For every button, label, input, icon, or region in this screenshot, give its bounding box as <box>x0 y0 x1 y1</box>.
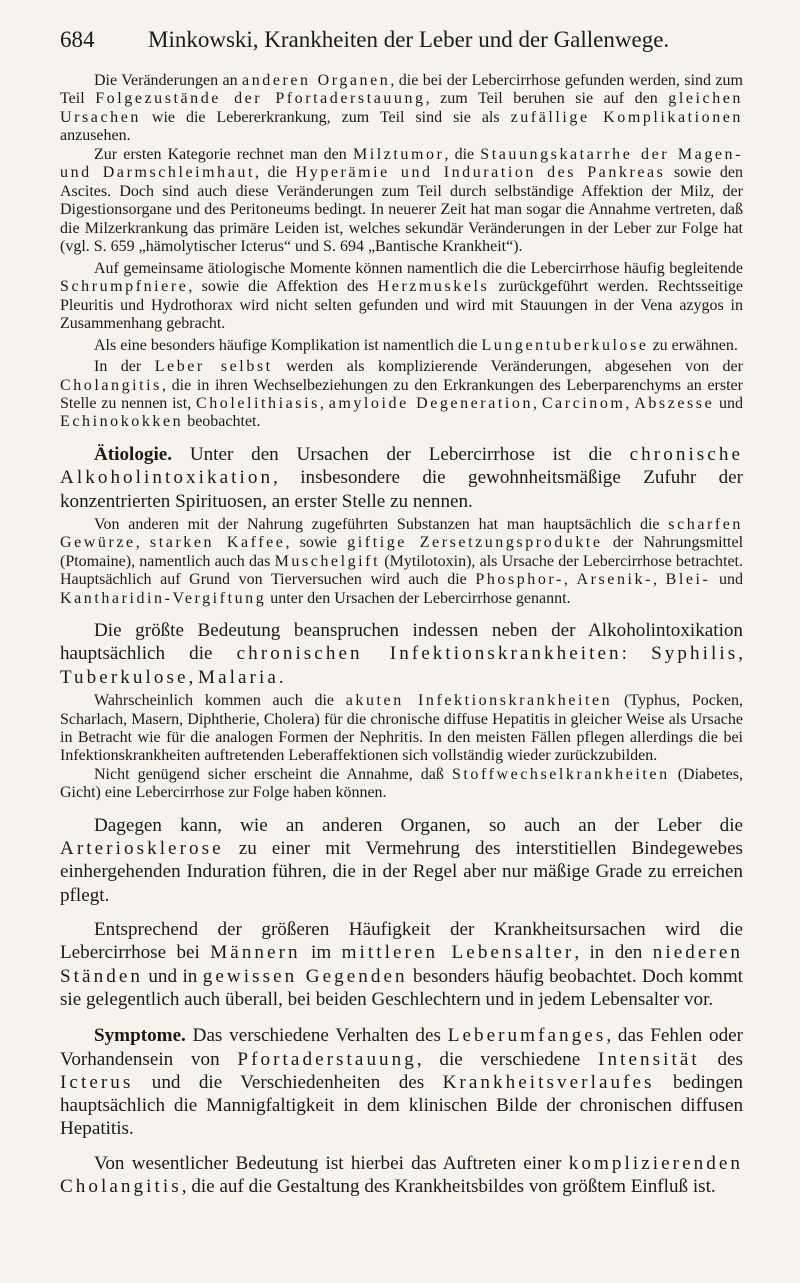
spaced-term: Cholangitis <box>60 376 162 394</box>
spaced-term: amyloide Degeneration <box>328 394 534 412</box>
spaced-term: Blei- <box>665 571 711 589</box>
text-run: Unter den Ursachen der Lebercirrhose ist die <box>172 443 630 465</box>
text-run: beobachtet. <box>183 413 261 431</box>
spaced-term: Tuberkulose <box>60 666 189 688</box>
spaced-term: Kantharidin-Vergiftung <box>60 589 267 607</box>
spaced-term: Schrumpfniere <box>60 278 189 296</box>
text-run: zu einer mit Vermehrung des interstitiellen Bindegewebes einhergehenden Induration führen, die in der Regel aber nur mäßige Grade zu erreichen pflegt. <box>60 838 743 906</box>
text-run: , in den <box>574 942 653 964</box>
text-run: , das Fehlen oder Vorhandensein von <box>60 1025 743 1070</box>
text-run: , <box>135 534 150 552</box>
text-run: zurückgeführt werden. Rechtsseitige Pleuritis und Hydrothorax wird nicht selten gefunden und wird mit Stauungen in der Vena azygos in Zusammenhang gebracht. <box>60 278 744 333</box>
text-run: Zur ersten Kategorie rechnet man den <box>94 145 353 163</box>
spaced-term: mittleren Lebensalter <box>341 942 575 964</box>
text-run: (Diabetes, Gicht) eine Lebercirrhose zur Folge haben können. <box>60 765 743 802</box>
paragraph <box>60 814 743 907</box>
paragraph <box>60 72 743 146</box>
text-run: Dagegen kann, wie an anderen Organen, so auch an der Leber die <box>94 814 743 836</box>
body-text <box>60 72 743 1198</box>
text-run: In der <box>94 358 155 376</box>
spaced-term: Milztumor <box>352 145 445 163</box>
spaced-term: chronische Alkoholintoxikation <box>60 443 743 489</box>
text-run: , die verschiedene <box>416 1048 599 1070</box>
text-run: , <box>738 643 743 665</box>
text-run: bedingen hauptsächlich die Mannigfaltigkeit in dem klinischen Bilde der chronischen diffusen Hepatitis. <box>60 1071 743 1140</box>
text-run: werden als komplizierende Veränderungen, abgesehen von der <box>272 358 743 376</box>
spaced-term: Arteriosklerose <box>60 838 224 860</box>
text-run: Das verschiedene Verhalten des <box>185 1025 448 1047</box>
spaced-term: chronischen Infektionskrankheiten <box>236 643 622 665</box>
text-run: Von anderen mit der Nahrung zugeführten Substanzen hat man hauptsächlich die <box>94 515 669 533</box>
text-run: wie die Lebererkrankung, zum Teil sind sie als <box>140 108 511 126</box>
paragraph <box>60 1024 743 1140</box>
paragraph <box>60 692 743 766</box>
spaced-term: Männern <box>210 942 301 964</box>
spaced-term: gewissen Gegenden <box>202 965 408 987</box>
text-run: , <box>563 571 577 589</box>
text-run: Nicht genügend sicher erscheint die Annahme, daß <box>94 765 452 783</box>
spaced-term: Abszesse <box>634 394 715 412</box>
page-number: 684 <box>60 27 95 52</box>
paragraph <box>60 146 743 257</box>
spaced-term: Muschelgift <box>274 552 381 570</box>
spaced-term: Malaria <box>198 666 279 688</box>
spaced-term: zufällige Komplikationen <box>510 108 743 126</box>
text-run: (Mytilotoxin), als Ursache der Lebercirrhose betrachtet. Hauptsächlich auf Grund von Tierversuchen wird auch die <box>60 552 743 589</box>
spaced-term: akuten Infektionskrankheiten <box>345 692 613 710</box>
text-run: : <box>621 643 652 665</box>
spaced-term: Intensität <box>598 1048 700 1070</box>
spaced-term: Arsenik- <box>576 571 653 589</box>
text-run: Entsprechend der größeren Häufigkeit der Krankheitsursachen wird die Lebercirrhose bei <box>60 919 743 964</box>
running-header <box>60 26 720 54</box>
spaced-term: starken Kaffee <box>149 534 286 552</box>
text-run: , die bei der Lebercirrhose gefunden werden, sind zum Teil <box>60 72 743 108</box>
spaced-term: giftige Zersetzungsprodukte <box>347 534 603 552</box>
paragraph <box>60 516 743 608</box>
paragraph <box>60 260 743 334</box>
spaced-term: Icterus <box>60 1071 134 1093</box>
text-run: , <box>653 571 666 589</box>
paragraph <box>60 918 743 1011</box>
spaced-term: komplizierenden Cholangitis <box>60 1152 743 1197</box>
text-run: , <box>533 394 542 412</box>
spaced-term: niederen Ständen <box>60 942 743 987</box>
spaced-term: anderen Organen <box>242 72 391 89</box>
spaced-term: Stoffwechselkrankheiten <box>451 765 670 783</box>
text-run: zu erwähnen. <box>648 336 738 354</box>
spaced-term: Krankheitsverlaufes <box>442 1071 655 1093</box>
text-run: sowie den Ascites. Doch sind auch diese Veränderungen zum Teil durch selbständige Affektion der Milz, der Digestionsorgane und des Peritoneums bedingt. In neuerer Zeit hat man sogar die Annahme vertreten, daß die Milzerkrankung das primäre Leiden ist, welches sekundär Veränderungen in der Leber zur Folge hat (vgl. S. 659 „hämolytischer Icterus“ und S. 694 „Bantische Krankheit“). <box>60 164 743 256</box>
text-run: Von wesentlicher Bedeutung ist hierbei das Auftreten einer <box>94 1152 569 1174</box>
text-run: und <box>710 571 744 589</box>
text-run: , die <box>444 145 481 163</box>
text-run: . <box>278 666 284 688</box>
text-run: Auf gemeinsame ätiologische Momente können namentlich die die Lebercirrhose häufig begleitende <box>94 259 743 277</box>
text-run: und <box>714 394 744 412</box>
text-run: Die Veränderungen an <box>94 72 243 89</box>
text-run: unter den Ursachen der Lebercirrhose genannt. <box>266 589 571 607</box>
spaced-term: Lungentuberkulose <box>481 336 649 354</box>
running-title: Minkowski, Krankheiten der Leber und der Gallenwege. <box>148 27 670 52</box>
spaced-term: Phosphor- <box>475 571 564 589</box>
text-run: der Nahrungsmittel (Ptomaine), namentlich auch das <box>60 534 744 570</box>
spaced-term: Cholelithiasis <box>196 394 320 412</box>
paragraph <box>60 358 743 432</box>
paragraph <box>60 619 743 689</box>
spaced-term: Leber selbst <box>154 358 273 376</box>
paragraph <box>60 337 743 355</box>
text-run: , <box>319 394 329 412</box>
spaced-term: Echinokokken <box>60 413 184 431</box>
text-run: und in <box>142 965 203 987</box>
section-heading: Ätiologie. <box>94 443 173 465</box>
spaced-term: Leberumfanges <box>447 1025 607 1047</box>
spaced-term: Hyperämie und Induration des Pankreas <box>295 164 666 182</box>
section-heading: Symptome. <box>94 1025 186 1047</box>
text-run: , die in ihren Wechselbeziehungen zu den Erkrankungen des Leberparenchyms an erster Stelle zu nennen ist, <box>60 376 743 412</box>
spaced-term: scharfen Gewürze <box>60 515 743 552</box>
spaced-term: Folgezustände der Pfortaderstauung <box>95 90 426 108</box>
text-run: und die Verschiedenheiten des <box>133 1071 443 1093</box>
spaced-term: Carcinom <box>541 394 626 412</box>
text-run: Als eine besonders häufige Komplikation ist namentlich die <box>94 336 482 354</box>
text-run: Die größte Bedeutung beanspruchen indessen neben der Alkoholintoxikation hauptsächlich die <box>60 620 743 665</box>
spaced-term: Stauungskatarrhe der Magen- und Darmschleimhaut <box>60 145 744 182</box>
paragraph <box>60 1152 743 1199</box>
text-run: , insbesondere die gewohnheitsmäßige Zufuhr der konzentrierten Spirituosen, an erster Stelle zu nennen. <box>60 467 743 512</box>
spaced-term: Herzmuskels <box>377 278 490 296</box>
text-run: im <box>300 942 342 964</box>
text-run: , zum Teil beruhen sie auf den <box>425 90 669 108</box>
spaced-term: gleichen Ursachen <box>60 90 743 126</box>
paragraph <box>60 443 743 513</box>
text-run: , <box>625 394 635 412</box>
text-run: Wahrscheinlich kommen auch die <box>94 692 346 710</box>
text-run: besonders häufig beobachtet. Doch kommt sie gelegentlich auch überall, bei beiden Geschlechtern und in jedem Lebensalter vor. <box>60 965 743 1010</box>
text-run: des <box>699 1048 743 1070</box>
text-run: , sowie die Affektion des <box>188 278 378 296</box>
text-run: (Typhus, Pocken, Scharlach, Masern, Diphtherie, Cholera) für die chronische diffuse Hepatitis in gleicher Weise als Ursache in Betracht wie für die analogen Formen der Nephritis. In den meisten Fällen pflegen allerdings die bei Infektionskrankheiten auftretenden Leberaffektionen sich vollständig wieder zurückzubilden. <box>60 692 743 765</box>
spaced-term: Pfortaderstauung <box>237 1048 417 1070</box>
paragraph <box>60 766 743 803</box>
text-run: , die auf die Gestaltung des Krankheitsbildes von größtem Einfluß ist. <box>181 1176 716 1197</box>
spaced-term: Syphilis <box>651 643 739 665</box>
text-run: , <box>188 666 199 688</box>
text-run: anzusehen. <box>60 127 131 145</box>
text-run: , sowie <box>285 534 348 552</box>
text-run: , die <box>254 164 296 182</box>
